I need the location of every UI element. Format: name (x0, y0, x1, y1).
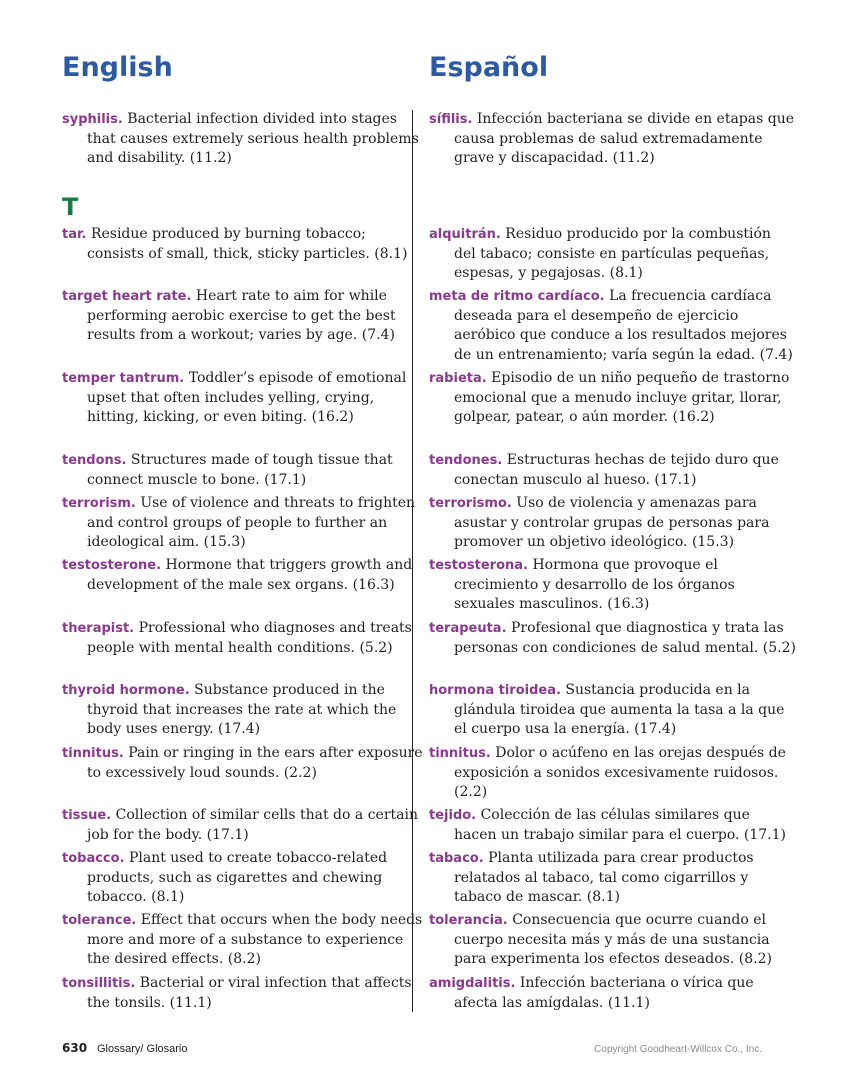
glossary-entry-es (429, 744, 796, 803)
entry-term: tolerance. (62, 913, 137, 928)
entry-definition: Toddler’s episode of emotional upset that often includes yelling, crying, hitting, kicking, or even biting. (16.2) (87, 370, 407, 426)
glossary-entry-en (62, 974, 427, 1013)
glossary-entry-en (62, 287, 427, 346)
entry-term: tobacco. (62, 851, 125, 866)
entry-term: tar. (62, 227, 87, 242)
entry-definition: Residue produced by burning tobacco; consists of small, thick, sticky particles. (8.1) (87, 226, 408, 262)
entry-term: syphilis. (62, 112, 123, 127)
glossary-entry-en (62, 806, 427, 845)
entry-definition: Consecuencia que ocurre cuando el cuerpo necesita más y más de una sustancia para experimenta los efectos deseados. (8.2) (454, 912, 772, 968)
glossary-entry-en (62, 849, 427, 908)
entry-term: tonsillitis. (62, 976, 136, 991)
entry-term: target heart rate. (62, 289, 192, 304)
entry-term: tendons. (62, 453, 127, 468)
glossary-entry-es (429, 110, 796, 169)
entry-term: tendones. (429, 453, 503, 468)
glossary-entry-en (62, 110, 427, 169)
glossary-entry-en (62, 681, 427, 740)
glossary-entry-en (62, 225, 427, 264)
entry-term: temper tantrum. (62, 371, 185, 386)
entry-term: sífilis. (429, 112, 473, 127)
glossary-entry-en (62, 494, 427, 553)
entry-definition: Plant used to create tobacco-related products, such as cigarettes and chewing tobacco. (8.1) (87, 850, 388, 906)
english-heading: English (62, 52, 173, 83)
entry-definition: Professional who diagnoses and treats people with mental health conditions. (5.2) (87, 620, 412, 656)
entry-definition: Bacterial or viral infection that affects the tonsils. (11.1) (87, 975, 412, 1011)
page-number: 630 (62, 1041, 88, 1055)
glossary-entry-es (429, 681, 796, 740)
entry-definition: Uso de violencia y amenazas para asustar y controlar grupas de personas para promover un objetivo ideológico. (15.3) (454, 495, 770, 551)
glossary-entry-en (62, 369, 427, 428)
glossary-entry-es (429, 911, 796, 970)
entry-definition: Estructuras hechas de tejido duro que conectan musculo al hueso. (17.1) (454, 452, 779, 488)
entry-definition: Collection of similar cells that do a certain job for the body. (17.1) (87, 807, 418, 843)
glossary-entry-es (429, 619, 796, 658)
glossary-entry-es (429, 287, 796, 365)
entry-term: tejido. (429, 808, 477, 823)
entry-definition: Dolor o acúfeno en las orejas después de exposición a sonidos excesivamente ruidosos. (2.2) (454, 745, 786, 801)
entry-term: tabaco. (429, 851, 484, 866)
entry-term: tissue. (62, 808, 112, 823)
entry-definition: Episodio de un niño pequeño de trastorno emocional que a menudo incluye gritar, llorar, golpear, patear, o aún morder. (16.2) (454, 370, 790, 426)
entry-definition: Heart rate to aim for while performing aerobic exercise to get the best results from a workout; varies by age. (7.4) (87, 288, 396, 344)
entry-definition: Bacterial infection divided into stages that causes extremely serious health problems and disability. (11.2) (87, 111, 419, 167)
spanish-heading: Español (429, 52, 549, 83)
entry-definition: Profesional que diagnostica y trata las personas con condiciones de salud mental. (5.2) (454, 620, 796, 656)
entry-definition: Planta utilizada para crear productos relatados al tabaco, tal como cigarrillos y tabaco de mascar. (8.1) (454, 850, 754, 906)
entry-term: meta de ritmo cardíaco. (429, 289, 605, 304)
glossary-entry-en (62, 451, 427, 490)
glossary-entry-es (429, 974, 796, 1013)
entry-definition: Use of violence and threats to frighten and control groups of people to further an ideological aim. (15.3) (87, 495, 416, 551)
entry-term: alquitrán. (429, 227, 501, 242)
entry-definition: Structures made of tough tissue that connect muscle to bone. (17.1) (87, 452, 393, 488)
glossary-entry-en (62, 556, 427, 595)
entry-term: terapeuta. (429, 621, 507, 636)
entry-term: amigdalitis. (429, 976, 516, 991)
glossary-entry-en (62, 619, 427, 658)
entry-term: testosterone. (62, 558, 162, 573)
glossary-entry-es (429, 225, 796, 284)
glossary-entry-es (429, 556, 796, 615)
glossary-entry-es (429, 494, 796, 553)
entry-term: hormona tiroidea. (429, 683, 561, 698)
entry-definition: Hormone that triggers growth and development of the male sex organs. (16.3) (87, 557, 413, 593)
entry-term: terrorism. (62, 496, 136, 511)
glossary-entry-es (429, 806, 796, 845)
glossary-entry-es (429, 369, 796, 428)
entry-term: thyroid hormone. (62, 683, 190, 698)
copyright-notice: Copyright Goodheart-Willcox Co., Inc. (594, 1044, 762, 1055)
entry-definition: Infección bacteriana o vírica que afecta las amígdalas. (11.1) (454, 975, 754, 1011)
entry-definition: Sustancia producida en la glándula tiroidea que aumenta la tasa a la que el cuerpo usa la energía. (17.4) (454, 682, 785, 738)
entry-term: testosterona. (429, 558, 528, 573)
entry-term: tinnitus. (429, 746, 491, 761)
entry-definition: Effect that occurs when the body needs more and more of a substance to experience the desired effects. (8.2) (87, 912, 423, 968)
entry-definition: Residuo producido por la combustión del tabaco; consiste en partículas pequeñas, espesas, y pegajosas. (8.1) (454, 226, 771, 282)
entry-term: therapist. (62, 621, 135, 636)
entry-definition: Substance produced in the thyroid that increases the rate at which the body uses energy. (17.4) (87, 682, 397, 738)
entry-term: terrorismo. (429, 496, 512, 511)
entry-term: tinnitus. (62, 746, 124, 761)
footer-section-label: Glossary/ Glosario (97, 1043, 188, 1055)
glossary-entry-es (429, 849, 796, 908)
entry-definition: Colección de las células similares que hacen un trabajo similar para el cuerpo. (17.1) (454, 807, 787, 843)
glossary-entry-en (62, 744, 427, 783)
entry-definition: Infección bacteriana se divide en etapas que causa problemas de salud extremadamente grave y discapacidad. (11.2) (454, 111, 794, 167)
glossary-entry-es (429, 451, 796, 490)
glossary-entry-en (62, 911, 427, 970)
entry-term: tolerancia. (429, 913, 508, 928)
entry-definition: Pain or ringing in the ears after exposure to excessively loud sounds. (2.2) (87, 745, 423, 781)
entry-definition: Hormona que provoque el crecimiento y desarrollo de los órganos sexuales masculinos. (16.3) (454, 557, 735, 613)
entry-term: rabieta. (429, 371, 487, 386)
section-letter: T (62, 193, 79, 221)
entry-definition: La frecuencia cardíaca deseada para el desempeño de ejercicio aeróbico que conduce a los resultados mejores de un entrenamiento; varía según la edad. (7.4) (454, 288, 793, 363)
